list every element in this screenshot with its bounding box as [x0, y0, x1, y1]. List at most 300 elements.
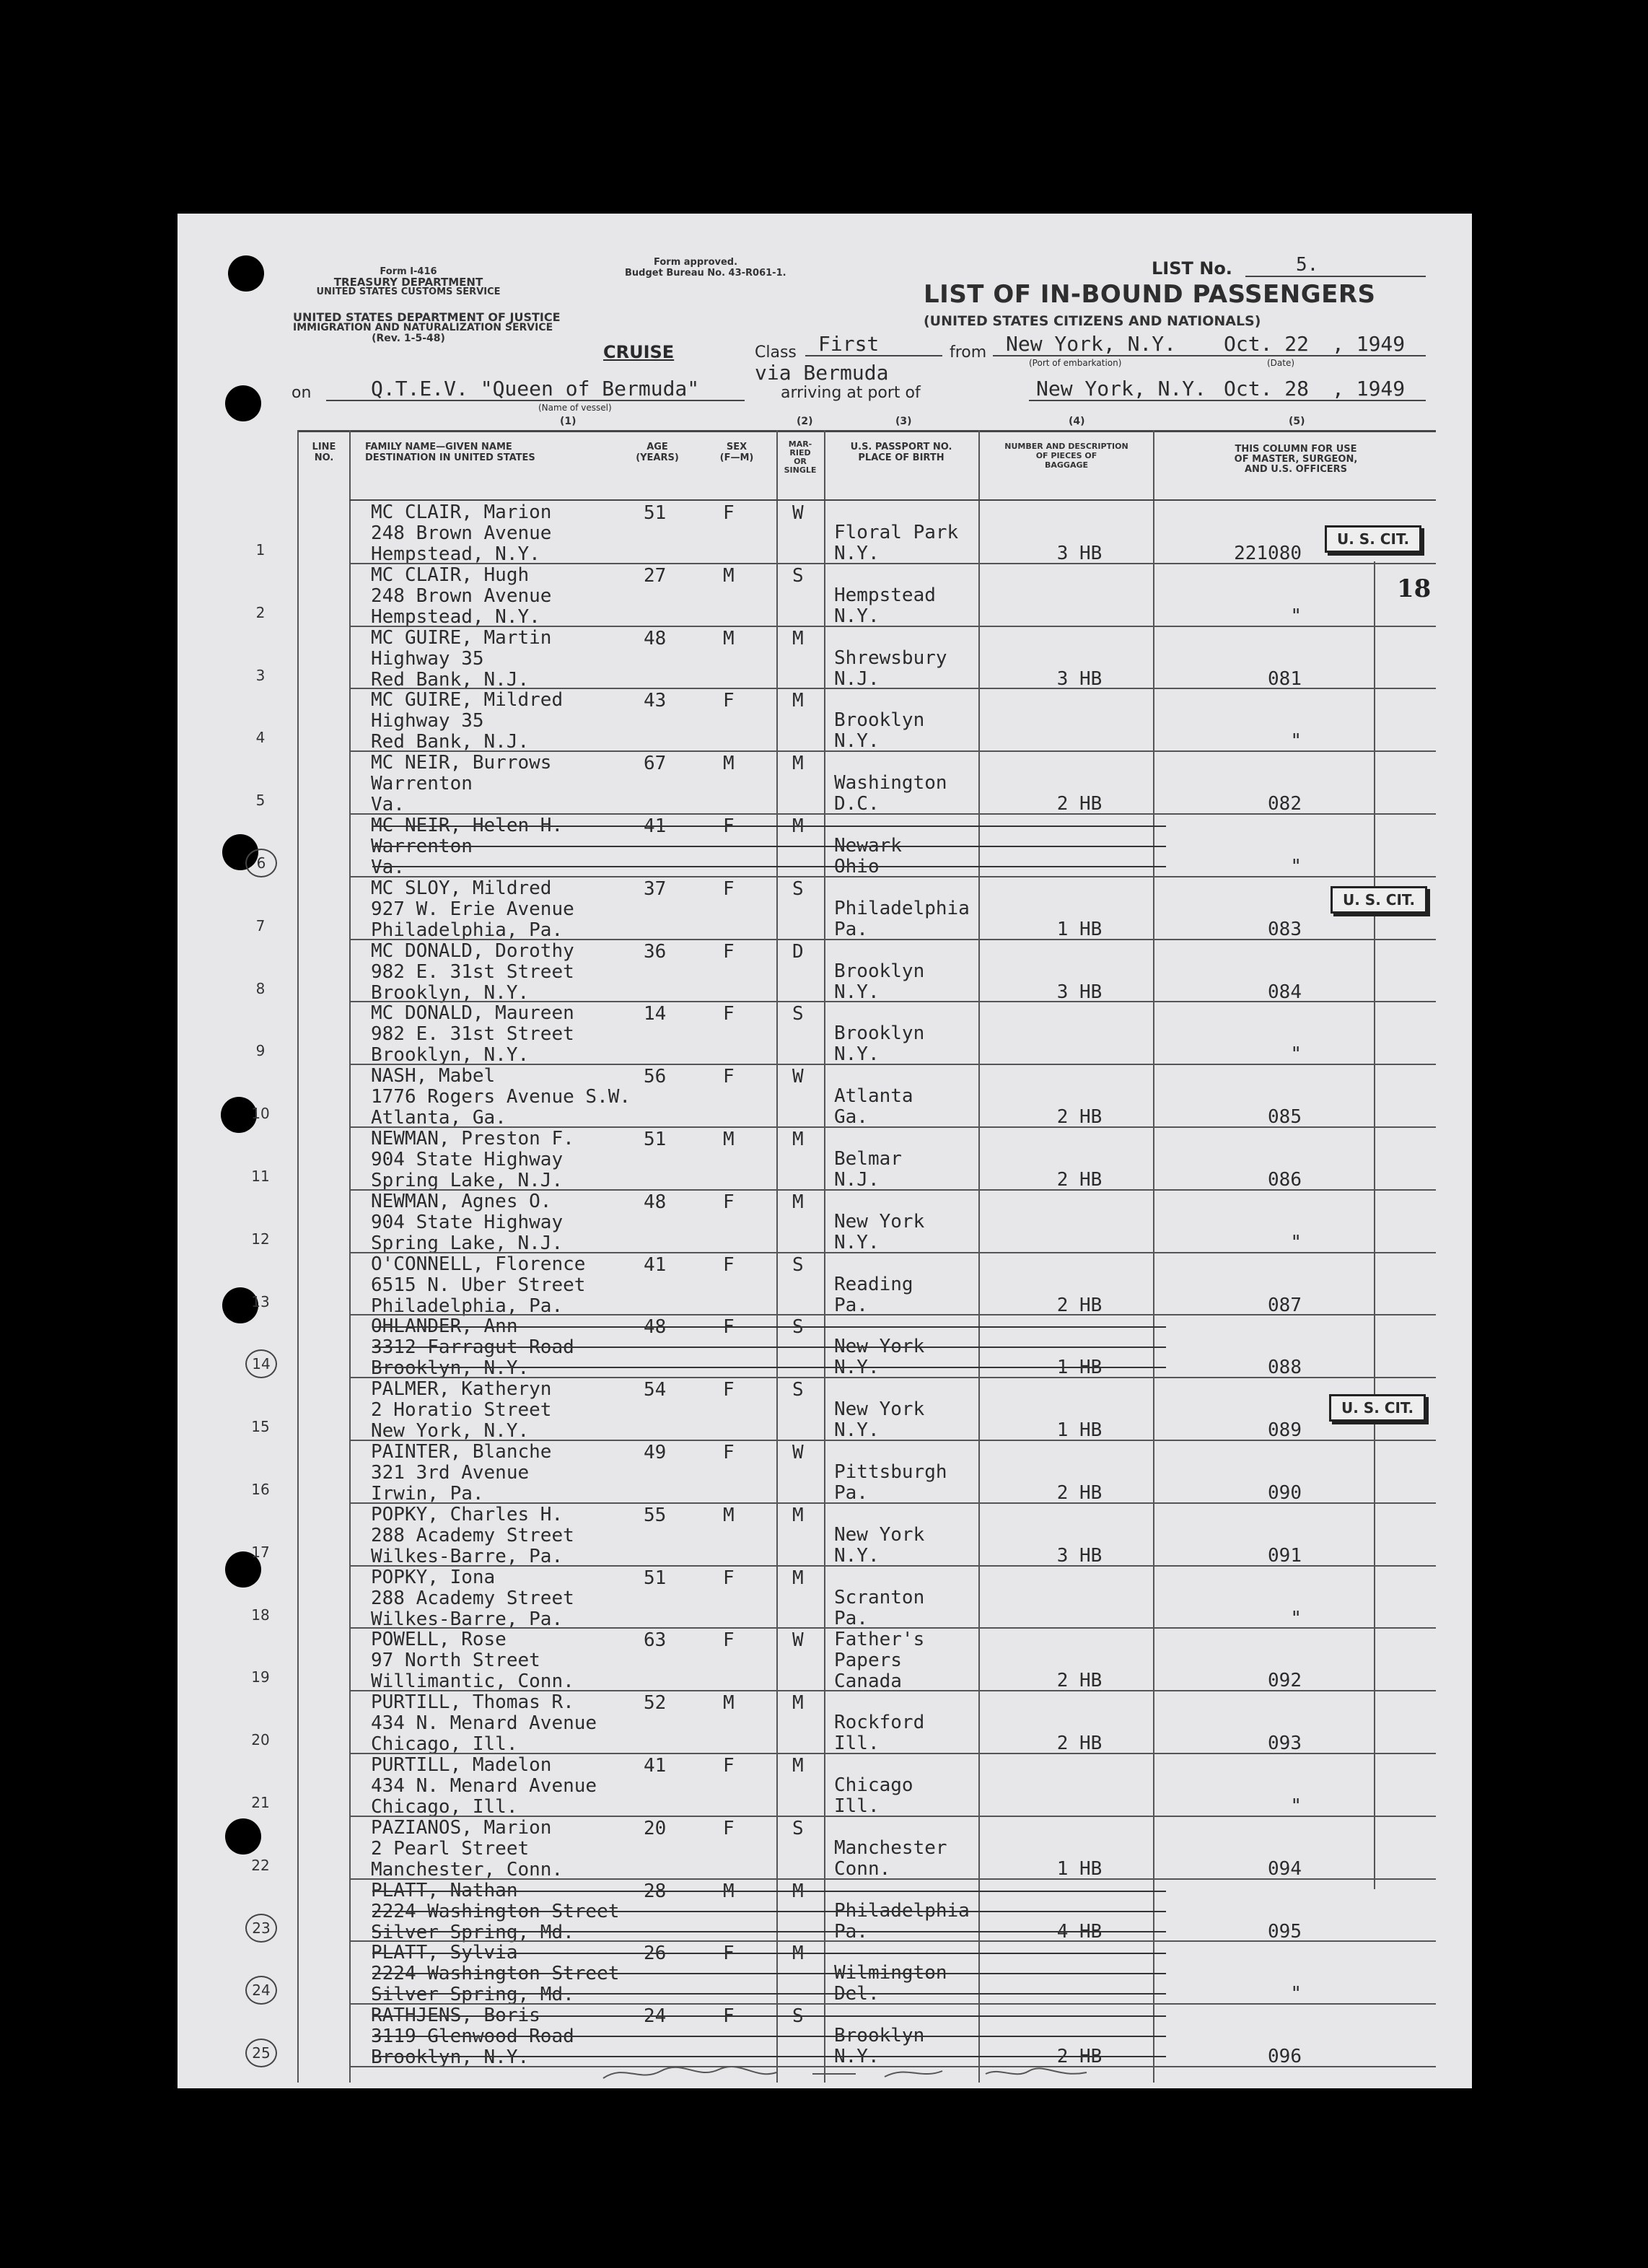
line-number: 13: [251, 1292, 270, 1310]
birth-place-line-2: N.Y.: [834, 1043, 880, 1066]
departure-year: , 1949: [1332, 332, 1406, 356]
birth-place-line-2: N.Y.: [834, 543, 880, 564]
passport-number: 090: [1268, 1482, 1302, 1504]
birth-place-line-1: Brooklyn: [834, 709, 925, 732]
passport-number: 093: [1268, 1733, 1302, 1755]
line-number: 25: [245, 2039, 277, 2067]
col-num-4: (4): [1069, 416, 1085, 427]
address-line-2: Willimantic, Conn.: [371, 1671, 574, 1693]
strike-through-line: [372, 1367, 1166, 1368]
passenger-age: 36: [644, 940, 667, 963]
table-row: [177, 1315, 1472, 1378]
baggage-count: 3 HB: [1056, 981, 1103, 1003]
passport-number: 096: [1268, 2046, 1302, 2068]
date-caption: (Date): [1267, 358, 1295, 368]
birth-place-line-1: New York: [834, 1398, 925, 1421]
passenger-name: MC CLAIR, Marion: [371, 502, 552, 523]
class-value: First: [818, 332, 880, 356]
passenger-sex: M: [723, 753, 735, 775]
line-number: 6: [245, 849, 277, 877]
baggage-count: 2 HB: [1056, 2046, 1103, 2068]
passport-number: ": [1290, 856, 1302, 877]
address-line-2: Wilkes-Barre, Pa.: [371, 1545, 564, 1567]
passenger-name: MC SLOY, Mildred: [371, 877, 552, 899]
passenger-age: 14: [644, 1003, 667, 1025]
address-line-1: 2224 Washington Street: [371, 1900, 620, 1922]
passenger-name: MC NEIR, Burrows: [371, 752, 552, 774]
header-age: AGE (YEARS): [636, 442, 679, 463]
birth-place-line-1: Floral Park: [834, 522, 959, 543]
birth-place-line-1: New York: [834, 1336, 925, 1358]
table-row: [177, 1816, 1472, 1879]
address-line-2: Hempstead, N.Y.: [371, 543, 540, 565]
line-number: 3: [255, 666, 266, 684]
passenger-name-block: [371, 1379, 551, 1442]
place-of-birth: [834, 585, 936, 627]
passenger-sex: M: [723, 1880, 735, 1902]
line-number: 24: [245, 1976, 277, 2005]
passport-number: 085: [1268, 1106, 1302, 1129]
us-citizen-stamp: U. S. CIT.: [1329, 1394, 1426, 1422]
place-of-birth: [834, 522, 958, 564]
place-of-birth: [834, 898, 970, 940]
passenger-name: NASH, Mabel: [371, 1065, 496, 1087]
passport-number: 081: [1268, 667, 1302, 690]
strike-through-line: [372, 2015, 1166, 2017]
passenger-name-block: [371, 941, 574, 1004]
passenger-name: PURTILL, Thomas R.: [371, 1691, 574, 1714]
strike-through-line: [372, 846, 1166, 847]
justice-dept: UNITED STATES DEPARTMENT OF JUSTICE: [293, 310, 561, 324]
place-of-birth: [834, 1525, 924, 1567]
baggage-count: 2 HB: [1056, 1294, 1103, 1316]
baggage-count: 1 HB: [1056, 918, 1103, 940]
address-line-1: 434 N. Menard Avenue: [371, 1712, 597, 1735]
signature-mark: [596, 2058, 1101, 2087]
marital-status: W: [792, 1629, 804, 1652]
address-line-2: Silver Spring, Md.: [371, 1921, 574, 1943]
place-of-birth: [834, 1838, 947, 1880]
passenger-sex: M: [723, 1504, 735, 1526]
passenger-name-block: [371, 1567, 574, 1630]
passport-number: 094: [1268, 1857, 1302, 1880]
strike-through-line: [372, 1891, 1166, 1892]
birth-place-line-1: Rockford: [834, 1712, 925, 1734]
passenger-age: 24: [644, 2005, 667, 2028]
passenger-name: MC GUIRE, Mildred: [371, 689, 564, 712]
strike-through-line: [372, 1973, 1166, 1974]
passenger-sex: F: [723, 940, 735, 963]
us-citizen-stamp: U. S. CIT.: [1325, 525, 1421, 553]
line-number: 17: [251, 1543, 270, 1561]
passenger-sex: F: [723, 1567, 735, 1589]
passenger-age: 51: [644, 1129, 667, 1150]
table-row: [177, 1064, 1472, 1127]
birth-place-line-2: Pa.: [834, 1482, 868, 1504]
passenger-name-block: [371, 1191, 563, 1254]
marital-status: M: [792, 1129, 804, 1150]
table-row: [177, 1753, 1472, 1816]
place-of-birth: [834, 710, 924, 752]
passenger-age: 43: [644, 690, 667, 712]
marital-status: S: [792, 877, 804, 900]
passenger-sex: F: [723, 1191, 735, 1213]
address-line-2: Brooklyn, N.Y.: [371, 981, 530, 1004]
passenger-sex: F: [723, 1817, 735, 1839]
passenger-name: MC DONALD, Maureen: [371, 1002, 574, 1025]
treasury-dept: TREASURY DEPARTMENT: [333, 276, 483, 289]
place-of-birth: [834, 1023, 924, 1065]
passenger-sex: F: [723, 1253, 735, 1276]
passenger-age: 54: [644, 1379, 667, 1401]
birth-place-line-1: Wilmington: [834, 1962, 947, 1984]
address-line-2: Philadelphia, Pa.: [371, 919, 564, 941]
passenger-name-block: [371, 628, 551, 691]
address-line-1: 3119 Glenwood Road: [371, 2026, 574, 2048]
birth-place-line-1: Philadelphia: [834, 1899, 970, 1922]
passenger-age: 49: [644, 1442, 667, 1463]
address-line-1: 434 N. Menard Avenue: [371, 1775, 597, 1797]
passenger-sex: M: [723, 627, 735, 649]
strike-through-line: [372, 1911, 1166, 1912]
birth-place-line-2: N.Y.: [834, 2046, 880, 2068]
table-row: [177, 1378, 1472, 1440]
passenger-name: PLATT, Nathan: [371, 1879, 518, 1901]
marital-status: S: [792, 1379, 804, 1401]
passenger-sex: M: [723, 564, 735, 587]
punch-hole: [225, 385, 261, 421]
address-line-2: Brooklyn, N.Y.: [371, 2046, 530, 2069]
address-line-1: 3312 Farragut Road: [371, 1336, 574, 1359]
baggage-count: 2 HB: [1056, 793, 1103, 815]
birth-place-line-1: Newark: [834, 835, 902, 857]
marital-status: S: [792, 1817, 804, 1839]
passport-number: ": [1290, 730, 1302, 753]
line-number: 12: [251, 1230, 270, 1248]
birth-place-line-2: Pa.: [834, 1294, 868, 1316]
line-number: 8: [255, 979, 266, 997]
header-baggage: NUMBER AND DESCRIPTION OF PIECES OF BAGGAGE: [1004, 442, 1128, 470]
address-line-1: 97 North Street: [371, 1650, 540, 1672]
address-line-1: Warrenton: [371, 836, 473, 857]
line-number: 18: [251, 1606, 270, 1624]
marital-status: S: [792, 1316, 804, 1339]
birth-place-line-1: Pittsburgh: [834, 1461, 947, 1483]
marital-status: M: [792, 1692, 804, 1715]
document-sheet: [177, 214, 1472, 2088]
birth-place-line-2: N.Y.: [834, 981, 880, 1003]
address-line-1: 321 3rd Avenue: [371, 1462, 530, 1484]
vessel-name: Q.T.E.V. "Queen of Bermuda": [371, 377, 700, 400]
table-row: [177, 626, 1472, 689]
budget-bureau: Budget Bureau No. 43-R061-1.: [625, 268, 786, 279]
line-number: 20: [251, 1731, 270, 1749]
strike-through-line: [372, 866, 1166, 867]
passenger-sex: F: [723, 1629, 735, 1652]
passenger-age: 48: [644, 1191, 667, 1213]
table-row: [177, 1566, 1472, 1629]
passenger-name-block: [371, 1755, 597, 1818]
arrival-year: , 1949: [1332, 377, 1406, 400]
line-number: 5: [255, 792, 266, 810]
place-of-birth: [834, 1963, 947, 2005]
arrival-date: Oct. 28: [1224, 377, 1310, 400]
passenger-name-block: [371, 1505, 574, 1567]
header-officers: THIS COLUMN FOR USE OF MASTER, SURGEON, AND U.S. OFFICERS: [1234, 444, 1358, 475]
place-of-birth: [834, 1588, 924, 1629]
address-line-2: Va.: [371, 857, 405, 878]
address-line-1: 982 E. 31st Street: [371, 1023, 574, 1046]
birth-place-line-1: New York: [834, 1523, 925, 1546]
via-route: via Bermuda: [755, 361, 889, 385]
address-line-2: Irwin, Pa.: [371, 1483, 484, 1505]
birth-place-line-2: Ill.: [834, 1733, 880, 1755]
birth-place-line-1: Philadelphia: [834, 897, 970, 919]
marital-status: W: [792, 502, 804, 524]
passenger-name-block: [371, 1629, 574, 1692]
passenger-name: PAINTER, Blanche: [371, 1441, 552, 1463]
baggage-count: 2 HB: [1056, 1670, 1103, 1692]
passenger-name: NEWMAN, Agnes O.: [371, 1190, 552, 1212]
marital-status: M: [792, 815, 804, 837]
passenger-name: PURTILL, Madelon: [371, 1754, 552, 1776]
arriving-label: arriving at port of: [781, 384, 921, 402]
table-row: [177, 814, 1472, 877]
address-line-2: Manchester, Conn.: [371, 1858, 564, 1880]
header-line-no: LINE NO.: [312, 442, 336, 463]
address-line-1: 2224 Washington Street: [371, 1963, 620, 1985]
place-of-birth: [834, 1336, 924, 1378]
birth-place-line-1: Washington: [834, 772, 947, 794]
address-line-2: Red Bank, N.J.: [371, 668, 530, 691]
line-number: 9: [255, 1042, 266, 1060]
passport-number: ": [1290, 1231, 1302, 1253]
birth-place-line-2: N.Y.: [834, 1231, 880, 1253]
passenger-age: 37: [644, 877, 667, 900]
birth-place-line-1: Scranton: [834, 1586, 925, 1608]
passport-number: ": [1290, 1795, 1302, 1817]
table-row: [177, 1190, 1472, 1253]
passenger-name: MC DONALD, Dorothy: [371, 940, 574, 962]
passenger-age: 27: [644, 564, 667, 587]
line-number: 11: [251, 1168, 270, 1185]
table-row: [177, 1879, 1472, 1942]
place-of-birth: [834, 1712, 924, 1754]
birth-place-line-2: Ill.: [834, 1795, 880, 1817]
table-row: [177, 1253, 1472, 1315]
table-row: [177, 877, 1472, 940]
birth-place-line-2: N.Y.: [834, 605, 880, 627]
birth-place-line-2: Conn.: [834, 1857, 891, 1880]
passenger-name-block: [371, 878, 574, 941]
birth-place-line-1: New York: [834, 1210, 925, 1232]
passenger-age: 67: [644, 753, 667, 775]
line-number: 7: [255, 916, 266, 934]
marital-status: M: [792, 1755, 804, 1777]
passport-number: ": [1290, 1043, 1302, 1066]
table-row: [177, 564, 1472, 626]
passenger-sex: F: [723, 502, 735, 524]
passport-number: ": [1290, 605, 1302, 627]
address-line-2: Wilkes-Barre, Pa.: [371, 1608, 564, 1630]
baggage-count: 2 HB: [1056, 1482, 1103, 1504]
passenger-name-block: [371, 1442, 551, 1505]
strike-through-line: [372, 1993, 1166, 1995]
table-row: [177, 751, 1472, 814]
passenger-name: POPKY, Iona: [371, 1566, 496, 1588]
header-sex: SEX (F—M): [719, 442, 754, 463]
place-of-birth: [834, 773, 947, 815]
strike-through-line: [372, 2036, 1166, 2037]
birth-place-line-1: Atlanta: [834, 1085, 913, 1108]
table-row: [177, 1440, 1472, 1503]
address-line-1: 982 E. 31st Street: [371, 960, 574, 983]
passport-number: 086: [1268, 1169, 1302, 1191]
strike-through-line: [372, 1931, 1166, 1932]
passenger-name: MC GUIRE, Martin: [371, 626, 552, 649]
embark-caption: (Port of embarkation): [1029, 358, 1122, 368]
passenger-name: POWELL, Rose: [371, 1629, 507, 1651]
birth-place-line-2: Ohio: [834, 856, 880, 877]
list-number: 5.: [1296, 254, 1319, 276]
birth-place-line-2: Pa.: [834, 1607, 868, 1629]
table-row: [177, 940, 1472, 1002]
arrival-port: New York, N.Y.: [1036, 377, 1207, 400]
address-line-2: Chicago, Ill.: [371, 1796, 518, 1818]
marital-status: D: [792, 940, 804, 963]
place-of-birth: [834, 1274, 913, 1316]
address-line-1: 904 State Highway: [371, 1149, 564, 1170]
from-port: New York, N.Y.: [1006, 332, 1177, 356]
line-number: 14: [245, 1349, 277, 1378]
passport-number: ": [1290, 1983, 1302, 2005]
passenger-name-block: [371, 690, 563, 753]
place-of-birth: [834, 1149, 902, 1191]
line-number: 16: [251, 1481, 270, 1498]
passenger-name: PALMER, Katheryn: [371, 1378, 552, 1401]
marital-status: S: [792, 2005, 804, 2028]
address-line-2: Brooklyn, N.Y.: [371, 1357, 530, 1380]
table-row: [177, 688, 1472, 751]
passenger-sex: F: [723, 1755, 735, 1777]
address-line-2: Red Bank, N.J.: [371, 731, 530, 753]
marital-status: M: [792, 1567, 804, 1589]
ins-service: IMMIGRATION AND NATURALIZATION SERVICE: [293, 322, 553, 333]
passport-number: 089: [1268, 1419, 1302, 1442]
birth-place-line-1: Brooklyn: [834, 1023, 925, 1045]
birth-place-line-1: Reading: [834, 1273, 913, 1295]
form-number: Form I-416: [380, 266, 437, 277]
passenger-sex: F: [723, 1943, 735, 1965]
baggage-count: 2 HB: [1056, 1733, 1103, 1755]
address-line-1: 248 Brown Avenue: [371, 584, 552, 607]
line-number: 1: [255, 541, 266, 559]
punch-hole: [228, 255, 264, 292]
address-line-2: Philadelphia, Pa.: [371, 1295, 564, 1317]
line-number: 2: [255, 603, 266, 621]
birth-place-line-2: N.Y.: [834, 1419, 880, 1442]
birth-place-line-1: Brooklyn: [834, 2025, 925, 2047]
table-row: [177, 1127, 1472, 1190]
marital-status: M: [792, 753, 804, 775]
address-line-2: Atlanta, Ga.: [371, 1107, 507, 1129]
col-num-5: (5): [1289, 416, 1305, 427]
line-number: 21: [251, 1794, 270, 1811]
strike-through-line: [372, 826, 1166, 827]
baggage-count: 1 HB: [1056, 1357, 1103, 1379]
address-line-1: 248 Brown Avenue: [371, 522, 552, 544]
birth-place-line-2: N.Y.: [834, 1357, 880, 1379]
passenger-name-block: [371, 565, 551, 628]
place-of-birth: [834, 1901, 970, 1943]
form-revision: (Rev. 1-5-48): [372, 333, 445, 344]
address-line-1: 1776 Rogers Avenue S.W.: [371, 1086, 631, 1108]
birth-place-line-2: Del.: [834, 1983, 880, 2005]
marital-status: S: [792, 1003, 804, 1025]
marital-status: W: [792, 1066, 804, 1088]
birth-place-line-1: Brooklyn: [834, 960, 925, 982]
margin-page-number: 18: [1397, 574, 1432, 603]
from-label: from: [950, 343, 987, 362]
address-line-2: New York, N.Y.: [371, 1420, 530, 1442]
passport-number: 083: [1268, 918, 1302, 940]
line-number: 19: [251, 1668, 270, 1686]
baggage-count: 2 HB: [1056, 1106, 1103, 1129]
document-title: LIST OF IN-BOUND PASSENGERS: [924, 280, 1376, 309]
birth-place-line-1: Manchester: [834, 1836, 947, 1859]
departure-date: Oct. 22: [1224, 332, 1310, 356]
place-of-birth: [834, 648, 947, 690]
birth-place-line-2: N.J.: [834, 1169, 880, 1191]
address-line-2: Brooklyn, N.Y.: [371, 1044, 530, 1067]
strike-through-line: [372, 1347, 1166, 1348]
address-line-1: Warrenton: [371, 773, 473, 795]
birth-place-line-1: Shrewsbury: [834, 647, 947, 669]
marital-status: S: [792, 564, 804, 587]
passport-number: 087: [1268, 1294, 1302, 1316]
header-married: MAR- RIED OR SINGLE: [784, 439, 817, 475]
passenger-name: OHLANDER, Ann: [371, 1315, 518, 1338]
line-number: 15: [251, 1418, 270, 1436]
passenger-sex: F: [723, 1379, 735, 1401]
passenger-sex: F: [723, 1316, 735, 1339]
marital-status: M: [792, 1943, 804, 1965]
class-label: Class: [755, 343, 797, 362]
passenger-age: 28: [644, 1880, 667, 1902]
place-of-birth: [834, 1399, 924, 1441]
address-line-1: Highway 35: [371, 710, 484, 732]
passenger-sex: F: [723, 1442, 735, 1463]
birth-place-line-1: Hempstead: [834, 584, 936, 606]
passenger-name-block: [371, 1692, 597, 1755]
address-line-1: Highway 35: [371, 647, 484, 670]
passenger-age: 20: [644, 1817, 667, 1839]
place-of-birth: [834, 961, 924, 1003]
passenger-age: 51: [644, 1567, 667, 1589]
address-line-1: 288 Academy Street: [371, 1587, 574, 1609]
line-number: 22: [251, 1856, 270, 1874]
passenger-sex: M: [723, 1692, 735, 1715]
birth-place-line-1: Chicago: [834, 1774, 913, 1796]
address-line-2: Spring Lake, N.J.: [371, 1232, 564, 1254]
passenger-sex: F: [723, 1066, 735, 1088]
birth-place-line-2: N.Y.: [834, 1544, 880, 1567]
marital-status: M: [792, 1191, 804, 1213]
passenger-age: 55: [644, 1504, 667, 1526]
baggage-count: 1 HB: [1056, 1419, 1103, 1442]
address-line-2: Silver Spring, Md.: [371, 1984, 574, 2006]
passenger-name-block: [371, 1818, 563, 1880]
